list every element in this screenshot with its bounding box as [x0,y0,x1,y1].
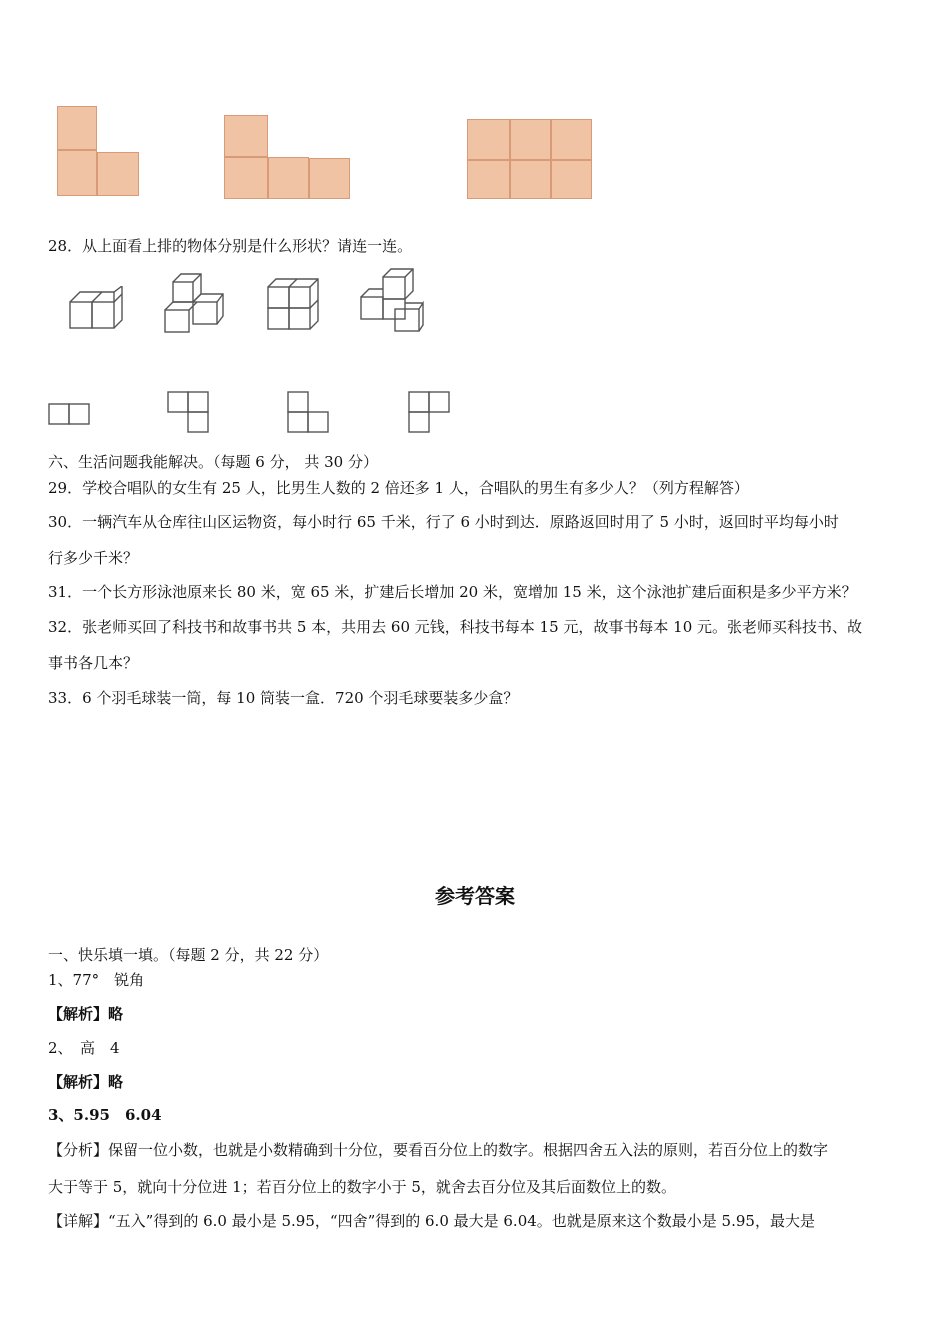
square [309,158,350,199]
square [551,160,592,199]
top-view-4 [407,390,451,434]
cube-object-4 [357,267,425,333]
answer-section-1-heading: 一、快乐填一填。（每题 2 分，共 22 分） [48,946,329,964]
square [57,106,97,150]
square [510,119,551,160]
question-32-line-1: 32．张老师买回了科技书和故事书共 5 本，共用去 60 元钱，科技书每本 15 元，故事书每本 10 元。张老师买科技书、故 [48,618,863,636]
question-31: 31．一个长方形泳池原来长 80 米，宽 65 米，扩建后长增加 20 米，宽增加 15 米，这个泳池扩建后面积是多少平方米？ [48,583,857,601]
square [510,160,551,199]
question-33: 33．6 个羽毛球装一筒，每 10 筒装一盒．720 个羽毛球要装多少盒？ [48,689,519,707]
square [224,157,268,199]
cube-object-3 [264,277,322,333]
square [224,115,268,157]
square [467,160,510,199]
answer-2-analysis: 【解析】略 [48,1073,124,1091]
cube-object-2 [161,272,225,334]
answer-1: 1、77° 锐角 [48,971,145,989]
top-view-1 [47,402,91,426]
question-32-line-2: 事书各几本？ [48,654,139,672]
question-29: 29．学校合唱队的女生有 25 人，比男生人数的 2 倍还多 1 人，合唱队的男生有多少人？（列方程解答） [48,479,749,497]
top-view-2 [166,390,210,434]
answer-2: 2、 高 4 [48,1039,120,1057]
answer-1-analysis: 【解析】略 [48,1005,124,1023]
answer-title: 参考答案 [435,884,515,908]
square [467,119,510,160]
square [268,157,309,199]
square [551,119,592,160]
cube-object-1 [66,286,126,332]
answer-3-fenxi-line-2: 大于等于 5，就向十分位进 1；若百分位上的数字小于 5，就舍去百分位及其后面数位上的数。 [48,1178,676,1196]
question-28: 28．从上面看上排的物体分别是什么形状？请连一连。 [48,237,413,255]
question-30-line-2: 行多少千米？ [48,549,139,567]
answer-3: 3、5.95 6.04 [48,1106,162,1124]
square [57,150,97,196]
question-30-line-1: 30．一辆汽车从仓库往山区运物资，每小时行 65 千米，行了 6 小时到达．原路返回时用了 5 小时，返回时平均每小时 [48,513,839,531]
answer-3-xiangjie: 【详解】“五入”得到的 6.0 最小是 5.95，“四舍”得到的 6.0 最大是 6.04。也就是原来这个数最小是 5.95，最大是 [48,1212,815,1230]
section-6-heading: 六、生活问题我能解决。（每题 6 分， 共 30 分） [48,453,378,471]
top-view-3 [286,390,330,434]
answer-3-fenxi-line-1: 【分析】保留一位小数，也就是小数精确到十分位，要看百分位上的数字。根据四舍五入法的原则，若百分位上的数字 [48,1141,829,1159]
square [97,152,139,196]
